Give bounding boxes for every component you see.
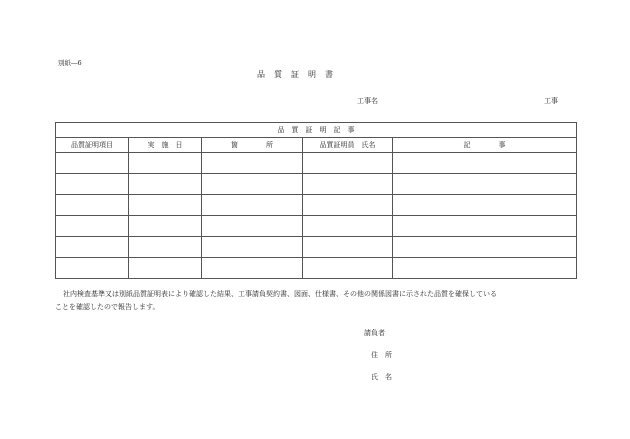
contractor-label: 請負者 (364, 329, 385, 337)
table-cell (202, 174, 303, 195)
table-cell (56, 174, 129, 195)
table-cell (129, 258, 202, 279)
table-row (56, 153, 577, 174)
table-row (56, 195, 577, 216)
table-cell (303, 216, 393, 237)
table-cell (303, 153, 393, 174)
table-cell (393, 237, 577, 258)
annex-label: 別紙―6 (58, 59, 82, 67)
table-cell (202, 153, 303, 174)
table-title: 品 質 証 明 記 事 (56, 123, 577, 138)
table-cell (393, 258, 577, 279)
table-header-row (56, 138, 577, 153)
table-cell (303, 195, 393, 216)
table-cell (202, 216, 303, 237)
header-remarks: 記 事 (393, 138, 577, 153)
table-cell (303, 174, 393, 195)
table-cell (129, 216, 202, 237)
table-cell (129, 174, 202, 195)
table-cell (393, 216, 577, 237)
table-row (56, 174, 577, 195)
table-row (56, 258, 577, 279)
table-cell (393, 195, 577, 216)
quality-certification-table (55, 122, 577, 279)
table-cell (56, 237, 129, 258)
address-label: 住 所 (371, 351, 392, 359)
table-cell (202, 237, 303, 258)
header-inspector-name: 品質証明員 氏名 (303, 138, 393, 153)
table-row (56, 216, 577, 237)
project-name-label: 工事名 (357, 97, 378, 105)
table-cell (202, 195, 303, 216)
statement-line-1: 社内検査基準又は別紙品質証明表により確認した結果、工事請負契約書、図面、仕様書、その他の関係図書に示された品質を確保している (63, 290, 497, 298)
header-item: 品質証明項目 (56, 138, 129, 153)
table-cell (129, 153, 202, 174)
table-cell (56, 216, 129, 237)
statement-line-2: ことを確認したので報告します。 (55, 303, 160, 311)
table-cell (56, 258, 129, 279)
table-cell (303, 237, 393, 258)
table-cell (202, 258, 303, 279)
project-name-suffix: 工事 (544, 97, 558, 105)
header-location: 箇 所 (202, 138, 303, 153)
table-cell (129, 195, 202, 216)
table-row (56, 237, 577, 258)
header-date: 実 施 日 (129, 138, 202, 153)
name-label: 氏 名 (371, 373, 392, 381)
table-cell (56, 153, 129, 174)
table-cell (303, 258, 393, 279)
table-cell (56, 195, 129, 216)
document-title: 品 質 証 明 書 (257, 70, 334, 79)
table-cell (393, 153, 577, 174)
table-cell (393, 174, 577, 195)
table-cell (129, 237, 202, 258)
